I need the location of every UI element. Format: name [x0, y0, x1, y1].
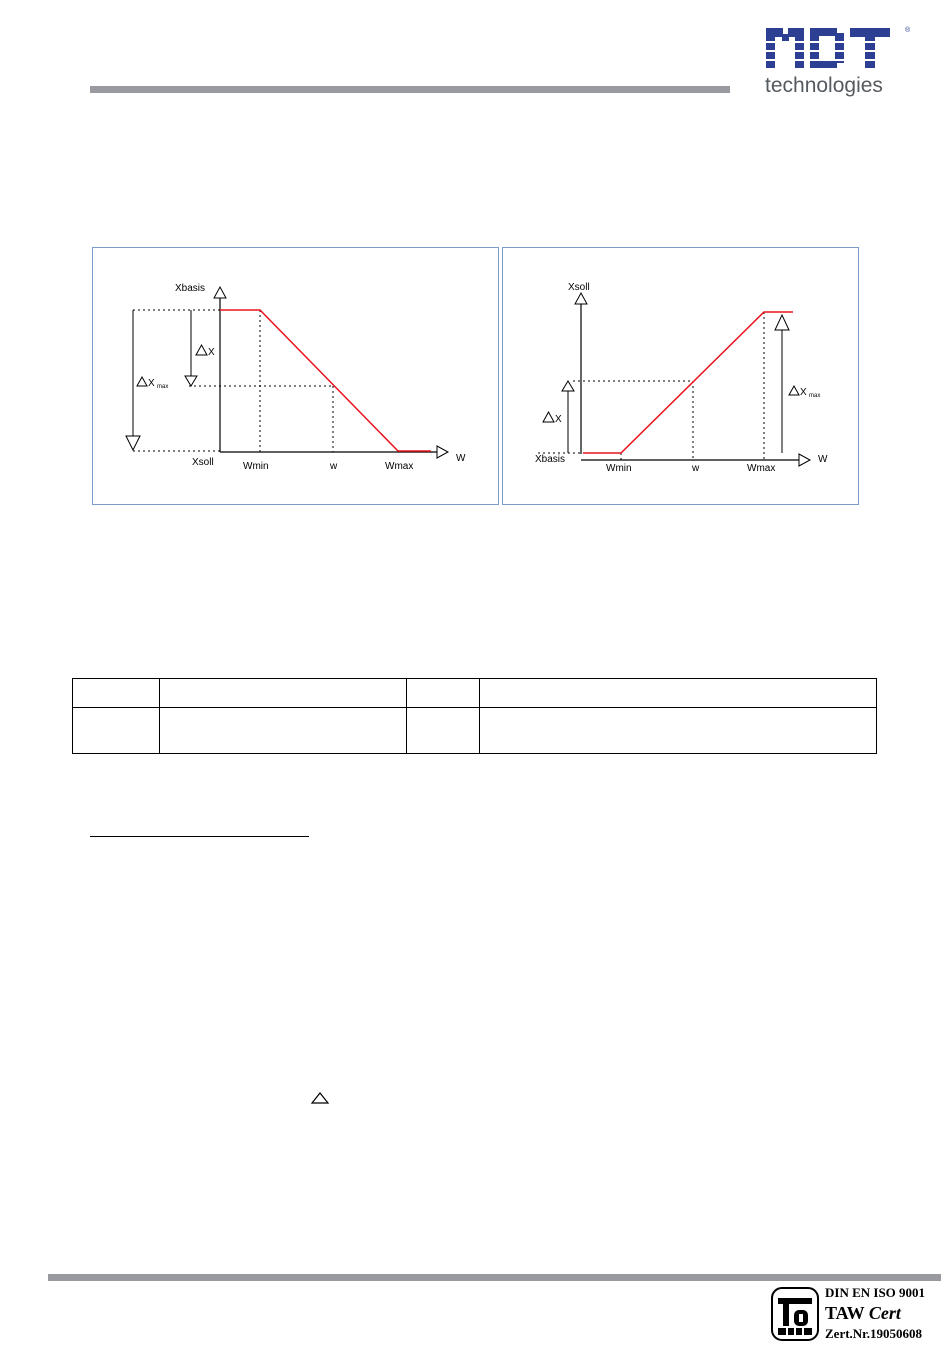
y-axis-label: Xbasis	[175, 283, 206, 294]
delta-xmax-label: X	[148, 378, 155, 389]
delta-icon	[137, 377, 147, 386]
tick-label-wmin: Wmin	[606, 463, 632, 474]
delta-xmax-subscript: max	[809, 393, 821, 399]
certificate-line2-suffix: Cert	[868, 1303, 901, 1323]
figure-right-panel	[502, 247, 859, 505]
mdt-logo	[762, 22, 912, 102]
table-cell	[407, 679, 480, 708]
registered-mark: ®	[905, 27, 911, 34]
logo-tagline: technologies	[765, 74, 883, 97]
delta-xmax-label: X	[800, 387, 807, 398]
table-cell	[160, 708, 407, 754]
parameter-table	[72, 678, 877, 754]
figure-left-diagram	[93, 248, 498, 504]
tick-label-wmax: Wmax	[385, 461, 414, 472]
origin-label: Xbasis	[535, 454, 566, 465]
table-cell	[407, 708, 480, 754]
tick-label-wmin: Wmin	[243, 461, 269, 472]
tick-label-w: w	[692, 463, 700, 474]
y-axis-label: Xsoll	[568, 282, 590, 293]
taw-cert-seal	[770, 1286, 820, 1342]
delta-icon	[310, 1091, 330, 1105]
figure-right-diagram	[503, 248, 858, 504]
section-heading-underline	[90, 836, 309, 837]
delta-x-label: X	[208, 347, 215, 358]
table-cell	[480, 679, 877, 708]
x-axis-label: W	[456, 453, 466, 464]
table-cell	[73, 708, 160, 754]
table-header-row	[73, 679, 877, 708]
table-cell	[160, 679, 407, 708]
table-cell	[480, 708, 877, 754]
x-axis-arrow	[799, 454, 810, 466]
delta-icon	[789, 386, 799, 395]
x-axis-arrow	[437, 446, 448, 458]
delta-x-label: X	[555, 414, 562, 425]
certificate-line3: Zert.Nr.19050608	[825, 1326, 923, 1341]
certificate-line2-prefix: TAW	[825, 1303, 865, 1323]
delta-xmax-subscript: max	[157, 384, 169, 390]
delta-x-arrowhead	[185, 376, 197, 386]
delta-icon	[196, 345, 207, 355]
figure-left-panel	[92, 247, 499, 505]
delta-xmax-arrowhead	[126, 436, 140, 450]
footer-rule	[48, 1274, 941, 1281]
certificate-line1: DIN EN ISO 9001	[825, 1285, 926, 1300]
origin-label: Xsoll	[192, 457, 214, 468]
taw-cert-logo	[770, 1285, 940, 1345]
curve	[220, 310, 431, 451]
tick-label-wmax: Wmax	[747, 463, 776, 474]
x-axis-label: W	[818, 454, 828, 465]
delta-xmax-arrowhead	[775, 315, 789, 330]
certificate-line2	[825, 1303, 901, 1324]
table-cell	[73, 679, 160, 708]
y-axis-arrow	[575, 293, 587, 304]
curve	[583, 312, 793, 453]
mdt-logo-mark	[762, 22, 912, 102]
header-rule	[90, 86, 730, 93]
delta-icon	[543, 412, 554, 422]
tick-label-w: w	[330, 461, 338, 472]
table-row	[73, 708, 877, 754]
delta-x-arrowhead	[562, 381, 574, 391]
y-axis-arrow	[214, 287, 226, 298]
